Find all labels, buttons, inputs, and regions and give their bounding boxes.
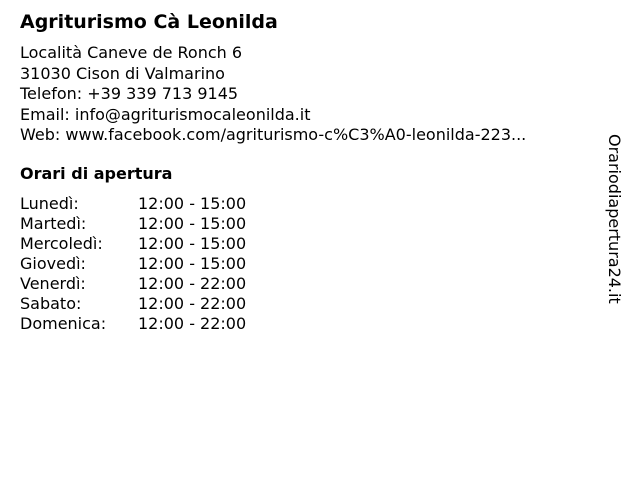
time-range: 12:00 - 15:00 [138,254,247,273]
hours-row-saturday [20,294,246,314]
address-city: 31030 Cison di Valmarino [20,63,225,83]
time-range: 12:00 - 22:00 [138,294,247,313]
day-label: Mercoledì: [20,234,103,253]
day-label: Domenica: [20,314,107,333]
day-label: Sabato: [20,294,82,313]
time-range: 12:00 - 15:00 [138,194,247,213]
web-text: Web: www.facebook.com/agriturismo-c%C3%A0-leonilda-223... [20,125,527,144]
time-range: 12:00 - 22:00 [138,314,247,333]
day-label: Martedì: [20,214,87,233]
day-label: Venerdì: [20,274,86,293]
hours-row-wednesday [20,234,246,254]
hours-row-friday [20,274,246,294]
hours-row-thursday [20,254,246,274]
phone-text: Telefon: +39 339 713 9145 [20,84,239,103]
time-range: 12:00 - 22:00 [138,274,247,293]
business-title: Agriturismo Cà Leonilda [20,11,278,33]
email-text: Email: info@agriturismocaleonilda.it [20,104,311,124]
time-range: 12:00 - 15:00 [138,234,247,253]
hours-heading: Orari di apertura [20,164,173,183]
site-watermark: Orariodiapertura24.it [605,134,624,304]
hours-row-sunday [20,314,246,334]
address-street: Località Caneve de Ronch 6 [20,43,243,62]
day-label: Giovedì: [20,254,86,273]
time-range: 12:00 - 15:00 [138,214,247,233]
hours-row-tuesday [20,214,246,234]
business-info [20,43,526,146]
hours-table [20,194,246,334]
day-label: Lunedì: [20,194,79,213]
hours-row-monday [20,194,246,214]
